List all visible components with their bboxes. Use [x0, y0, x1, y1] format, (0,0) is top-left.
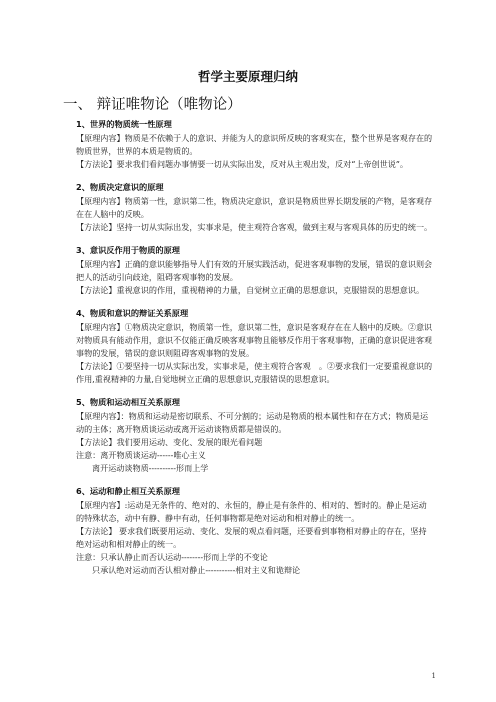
section-note: 注意：离开物质谈运动------唯心主义: [76, 450, 206, 460]
section-paragraph: 【方法论】坚持一切从实际出发，实事求是，使主观符合客观，做到主观与客观具体的历史的统一。: [76, 222, 433, 232]
section-paragraph: 【方法论】①要坚持一切从实际出发，实事求是，使主观符合客观 。②要求我们一定要重视意识的作用,重视精神的力量,自觉地树立正确的思想意识,克服错误的思想意识。: [76, 361, 433, 384]
section-paragraph: 【原理内容】物质是不依赖于人的意识、并能为人的意识所反映的客观实在，整个世界是客观存在的物质世界，世界的本质是物质的。: [76, 133, 433, 156]
section-note: 只承认绝对运动而否认相对静止-----------相对主义和诡辩论: [92, 565, 301, 575]
document-title: 哲学主要原理归纳: [197, 69, 298, 84]
section-paragraph: 【方法论】要求我们看问题办事情要一切从实际出发，反对从主观出发，反对“上帝创世说”。: [76, 159, 409, 169]
section-1: [76, 118, 433, 171]
section-title: 5、物质和运动相互关系原理: [76, 397, 180, 407]
section-6: [76, 485, 433, 577]
section-title: 3、意识反作用于物质的原理: [76, 245, 180, 255]
document-body: [76, 118, 433, 587]
section-paragraph: 【方法论】我们要用运动、变化、发展的眼光看问题: [76, 437, 263, 447]
section-paragraph: 【原理内容】：物质和运动是密切联系、不可分割的；运动是物质的根本属性和存在方式；物质是运动的主体；离开物质谈运动或离开运动谈物质都是错误的。: [76, 411, 429, 434]
section-paragraph: 【原理内容】:运动是无条件的、绝对的、永恒的，静止是有条件的、相对的、暂时的。静止是运动的特殊状态，动中有静、静中有动，任何事物都是绝对运动和相对静止的统一。: [76, 500, 427, 523]
section-note: 注意：只承认静止而否认运动--------形而上学的不变论: [76, 552, 268, 562]
page-number: 1: [431, 672, 436, 680]
section-title: 2、物质决定意识的原理: [76, 182, 164, 192]
section-4: [76, 307, 433, 386]
section-paragraph: 【原理内容】物质第一性，意识第二性，物质决定意识，意识是物质世界长期发展的产物，是客观存在在人脑中的反映。: [76, 196, 433, 219]
chapter-heading: 一、 辩证唯物论（唯物论）: [63, 97, 242, 113]
section-note: 离开运动谈物质----------形而上学: [92, 463, 209, 473]
section-5: [76, 396, 433, 475]
section-2: [76, 181, 433, 234]
section-title: 4、物质和意识的辩证关系原理: [76, 308, 189, 318]
section-paragraph: 【原理内容】①物质决定意识，物质第一性，意识第二性，意识是客观存在在人脑中的反映。②意识对物质具有能动作用，意识不仅能正确反映客观事物且能够反作用于客观事物，正确的意识促进客观事物的发展，错误的意识则阻碍客观事物的发展。: [76, 322, 433, 358]
section-paragraph: 【方法论】重视意识的作用，重视精神的力量，自觉树立正确的思想意识，克服错误的思想意识。: [76, 285, 425, 295]
section-3: [76, 244, 433, 297]
section-title: 1、世界的物质统一性原理: [76, 119, 172, 129]
section-paragraph: 【原理内容】正确的意识能够指导人们有效的开展实践活动，促进客观事物的发展，错误的意识则会把人的活动引向歧途，阻碍客观事物的发展。: [76, 259, 433, 282]
section-paragraph: 【方法论】 要求我们既要用运动、变化、发展的观点看问题，还要看到事物相对静止的存在，坚持绝对运动和相对静止的统一。: [76, 526, 427, 549]
section-title: 6、运动和静止相互关系原理: [76, 486, 180, 496]
